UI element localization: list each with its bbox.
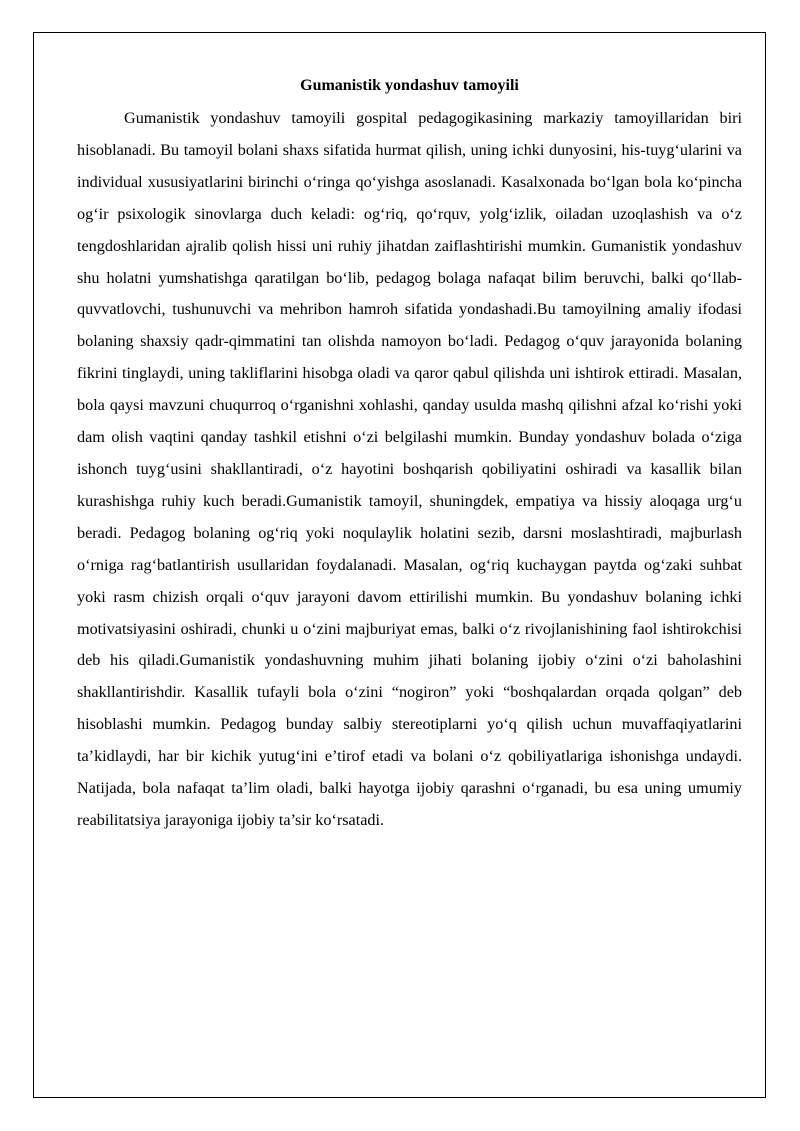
document-title: Gumanistik yondashuv tamoyili	[300, 77, 519, 94]
document-content	[77, 74, 742, 837]
document-body-paragraph: Gumanistik yondashuv tamoyili gospital pedagogikasining markaziy tamoyillaridan biri hisoblanadi. Bu tamoyil bolani shaxs sifatida hurmat qilish, uning ichki dunyosini, his-tuyg‘ularini va individual xususiyatlarini birinchi o‘ringa qo‘yishga asoslanadi. Kasalxonada bo‘lgan bola ko‘pincha og‘ir psixologik sinovlarga duch keladi: og‘riq, qo‘rquv, yolg‘izlik, oiladan uzoqlashish va o‘z tengdoshlaridan ajralib qolish hissi uni ruhiy jihatdan zaiflashtirishi mumkin. Gumanistik yondashuv shu holatni yumshatishga qaratilgan bo‘lib, pedagog bolaga nafaqat bilim beruvchi, balki qo‘llab-quvvatlovchi, tushunuvchi va mehribon hamroh sifatida yondashadi.Bu tamoyilning amaliy ifodasi bolaning shaxsiy qadr-qimmatini tan olishda namoyon bo‘ladi. Pedagog o‘quv jarayonida bolaning fikrini tinglaydi, uning takliflarini hisobga oladi va qaror qabul qilishda uni ishtirok ettiradi. Masalan, bola qaysi mavzuni chuqurroq o‘rganishni xohlashi, qanday usulda mashq qilishni afzal ko‘rishi yoki dam olish vaqtini qanday tashkil etishni o‘zi belgilashi mumkin. Bunday yondashuv bolada o‘ziga ishonch tuyg‘usini shakllantiradi, o‘z hayotini boshqarish qobiliyatini oshiradi va kasallik bilan kurashishga ruhiy kuch beradi.Gumanistik tamoyil, shuningdek, empatiya va hissiy aloqaga urg‘u beradi. Pedagog bolaning og‘riq yoki noqulaylik holatini sezib, darsni moslashtiradi, majburlash o‘rniga rag‘batlantirish usullaridan foydalanadi. Masalan, og‘riq kuchaygan paytda og‘zaki suhbat yoki rasm chizish orqali o‘quv jarayoni davom ettirilishi mumkin. Bu yondashuv bolaning ichki motivatsiyasini oshiradi, chunki u o‘zini majburiyat emas, balki o‘z rivojlanishining faol ishtirokchisi deb his qiladi.Gumanistik yondashuvning muhim jihati bolaning ijobiy o‘zini o‘zi baholashini shakllantirishdir. Kasallik tufayli bola o‘zini “nogiron” yoki “boshqalardan orqada qolgan” deb hisoblashi mumkin. Pedagog bunday salbiy stereotiplarni yo‘q qilish uchun muvaffaqiyatlarini ta’kidlaydi, har bir kichik yutug‘ini e’tirof etadi va bolani o‘z qobiliyatlariga ishonishga undaydi. Natijada, bola nafaqat ta’lim oladi, balki hayotga ijobiy qarashni o‘rganadi, bu esa uning umumiy reabilitatsiya jarayoniga ijobiy ta’sir ko‘rsatadi.	[77, 109, 742, 829]
